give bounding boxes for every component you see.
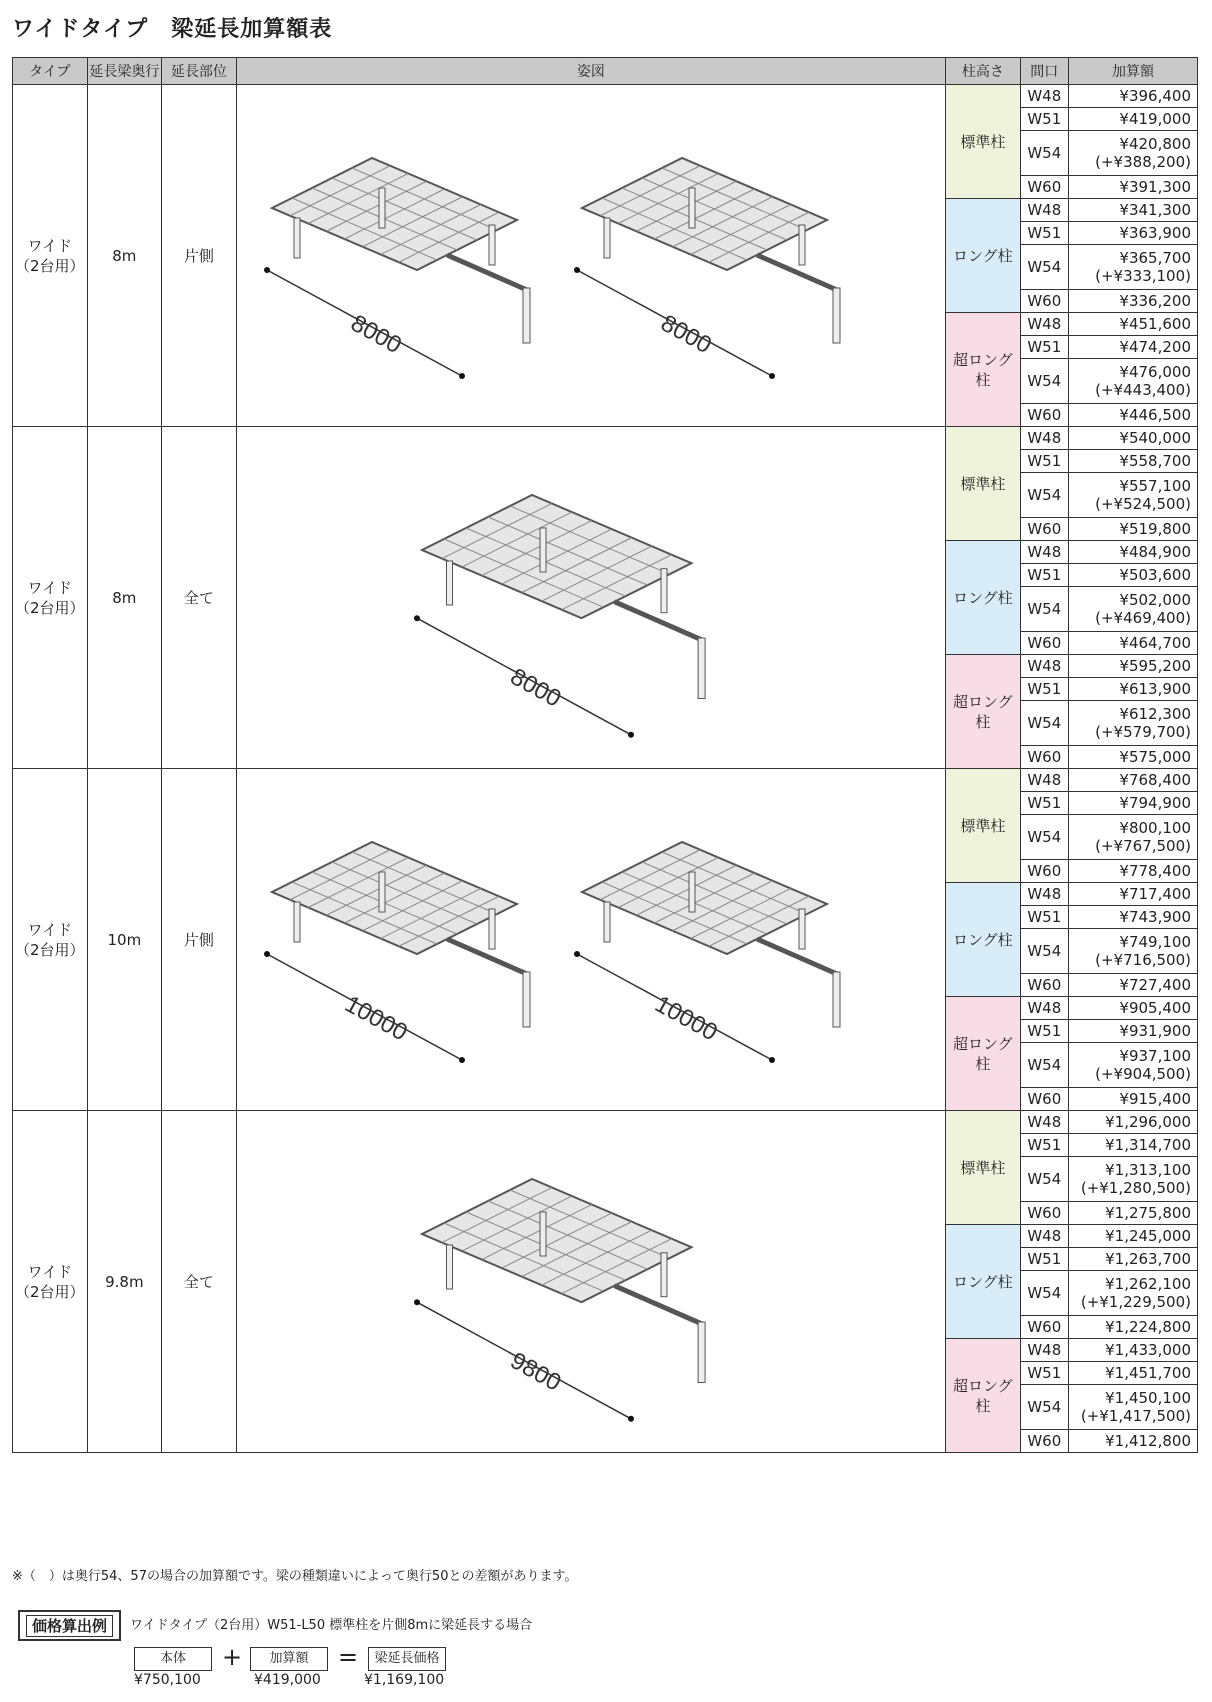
width-cell: W48 [1020,997,1068,1020]
header-part: 延長部位 [162,58,237,85]
width-cell: W60 [1020,518,1068,541]
price-cell: ¥717,400 [1068,883,1197,906]
price-cell: ¥519,800 [1068,518,1197,541]
width-cell: W60 [1020,1430,1068,1453]
width-cell: W54 [1020,929,1068,974]
length-cell: 8m [87,427,162,769]
price-cell: ¥1,263,700 [1068,1248,1197,1271]
width-cell: W60 [1020,176,1068,199]
dimension-label: 8000 [345,309,406,359]
pillar-height-cell: 超ロング 柱 [946,655,1021,769]
calc-add-value: ¥419,000 [254,1672,321,1688]
table-row [13,1111,1198,1134]
part-cell: 片側 [162,769,237,1111]
width-cell: W51 [1020,1134,1068,1157]
price-cell: ¥937,100 (+¥904,500) [1068,1043,1197,1088]
width-cell: W48 [1020,655,1068,678]
price-cell: ¥612,300 (+¥579,700) [1068,701,1197,746]
price-cell: ¥727,400 [1068,974,1197,997]
width-cell: W54 [1020,1157,1068,1202]
width-cell: W54 [1020,701,1068,746]
type-cell [13,85,88,427]
width-cell: W51 [1020,1020,1068,1043]
width-cell: W51 [1020,792,1068,815]
width-cell: W60 [1020,974,1068,997]
price-cell: ¥540,000 [1068,427,1197,450]
price-cell: ¥1,412,800 [1068,1430,1197,1453]
width-cell: W54 [1020,1385,1068,1430]
price-cell: ¥451,600 [1068,313,1197,336]
width-cell: W54 [1020,587,1068,632]
price-cell: ¥476,000 (+¥443,400) [1068,359,1197,404]
length-cell: 8m [87,85,162,427]
price-cell: ¥931,900 [1068,1020,1197,1043]
equals-sign: = [338,1643,359,1671]
width-cell: W48 [1020,883,1068,906]
figure-cell [236,1111,945,1453]
carport-figure [237,88,939,424]
width-cell: W51 [1020,1362,1068,1385]
width-cell: W51 [1020,450,1068,473]
header-type: タイプ [13,58,88,85]
calc-base-label: 本体 [134,1647,212,1671]
type-line-1: ワイド [27,1262,73,1281]
price-cell: ¥1,433,000 [1068,1339,1197,1362]
part-cell: 全て [162,427,237,769]
price-cell: ¥794,900 [1068,792,1197,815]
pillar-height-cell: 標準柱 [946,85,1021,199]
price-cell: ¥595,200 [1068,655,1197,678]
type-line-1: ワイド [27,236,73,255]
width-cell: W54 [1020,815,1068,860]
calc-add-label: 加算額 [250,1647,328,1671]
pillar-height-cell: 標準柱 [946,769,1021,883]
width-cell: W51 [1020,906,1068,929]
width-cell: W48 [1020,541,1068,564]
type-line-1: ワイド [27,578,73,597]
price-cell: ¥502,000 (+¥469,400) [1068,587,1197,632]
table-row [13,769,1198,792]
price-cell: ¥575,000 [1068,746,1197,769]
price-cell: ¥558,700 [1068,450,1197,473]
calc-base-value: ¥750,100 [134,1672,201,1688]
calc-total-label: 梁延長価格 [368,1647,446,1671]
price-cell: ¥391,300 [1068,176,1197,199]
figure-cell [236,769,945,1111]
calc-total-value: ¥1,169,100 [364,1672,445,1688]
pillar-height-cell: ロング柱 [946,883,1021,997]
width-cell: W60 [1020,746,1068,769]
pillar-height-cell: ロング柱 [946,541,1021,655]
width-cell: W51 [1020,1248,1068,1271]
width-cell: W48 [1020,1111,1068,1134]
width-cell: W60 [1020,1088,1068,1111]
length-cell: 9.8m [87,1111,162,1453]
width-cell: W54 [1020,1043,1068,1088]
price-table [12,57,1198,1453]
price-cell: ¥420,800 (+¥388,200) [1068,131,1197,176]
footnote: ※（ ）は奥行54、57の場合の加算額です。梁の種類違いによって奥行50との差額があります。 [12,1569,578,1584]
price-cell: ¥1,450,100 (+¥1,417,500) [1068,1385,1197,1430]
figure-cell [236,427,945,769]
width-cell: W60 [1020,290,1068,313]
price-cell: ¥905,400 [1068,997,1197,1020]
width-cell: W51 [1020,564,1068,587]
header-figure: 姿図 [236,58,945,85]
table-header-row [13,58,1198,85]
pillar-height-cell: ロング柱 [946,199,1021,313]
price-cell: ¥768,400 [1068,769,1197,792]
dimension-label: 9800 [505,1346,566,1397]
price-cell: ¥363,900 [1068,222,1197,245]
price-cell: ¥474,200 [1068,336,1197,359]
width-cell: W60 [1020,1316,1068,1339]
width-cell: W54 [1020,245,1068,290]
price-cell: ¥1,313,100 (+¥1,280,500) [1068,1157,1197,1202]
pillar-height-cell: 標準柱 [946,427,1021,541]
width-cell: W51 [1020,678,1068,701]
table-row [13,427,1198,450]
price-cell: ¥464,700 [1068,632,1197,655]
price-cell: ¥1,296,000 [1068,1111,1197,1134]
width-cell: W54 [1020,131,1068,176]
width-cell: W48 [1020,769,1068,792]
width-cell: W48 [1020,313,1068,336]
header-width: 間口 [1020,58,1068,85]
type-line-2: （2台用） [15,940,85,959]
width-cell: W51 [1020,222,1068,245]
part-cell: 全て [162,1111,237,1453]
header-length: 延長梁奥行 [87,58,162,85]
price-cell: ¥503,600 [1068,564,1197,587]
width-cell: W48 [1020,427,1068,450]
dimension-label: 8000 [655,309,716,359]
price-cell: ¥341,300 [1068,199,1197,222]
price-cell: ¥1,224,800 [1068,1316,1197,1339]
price-cell: ¥396,400 [1068,85,1197,108]
price-cell: ¥613,900 [1068,678,1197,701]
width-cell: W51 [1020,108,1068,131]
plus-sign: + [222,1643,243,1671]
price-cell: ¥446,500 [1068,404,1197,427]
part-cell: 片側 [162,85,237,427]
carport-figure [237,1114,939,1450]
dimension-label: 10000 [340,989,412,1046]
width-cell: W48 [1020,85,1068,108]
width-cell: W60 [1020,404,1068,427]
type-cell [13,769,88,1111]
price-cell: ¥557,100 (+¥524,500) [1068,473,1197,518]
example-label-box [18,1610,121,1641]
price-cell: ¥1,245,000 [1068,1225,1197,1248]
type-line-2: （2台用） [15,1282,85,1301]
price-cell: ¥365,700 (+¥333,100) [1068,245,1197,290]
price-cell: ¥743,900 [1068,906,1197,929]
type-line-2: （2台用） [15,256,85,275]
width-cell: W48 [1020,199,1068,222]
width-cell: W51 [1020,336,1068,359]
pillar-height-cell: ロング柱 [946,1225,1021,1339]
width-cell: W54 [1020,359,1068,404]
width-cell: W48 [1020,1225,1068,1248]
pillar-height-cell: 超ロング 柱 [946,1339,1021,1453]
type-cell [13,1111,88,1453]
carport-figure [237,430,939,766]
example-label: 価格算出例 [26,1615,113,1637]
figure-cell [236,85,945,427]
header-height: 柱高さ [946,58,1021,85]
price-cell: ¥749,100 (+¥716,500) [1068,929,1197,974]
price-cell: ¥1,314,700 [1068,1134,1197,1157]
price-cell: ¥1,275,800 [1068,1202,1197,1225]
dimension-label: 10000 [650,989,722,1046]
width-cell: W54 [1020,473,1068,518]
width-cell: W54 [1020,1271,1068,1316]
type-cell [13,427,88,769]
width-cell: W48 [1020,1339,1068,1362]
price-cell: ¥915,400 [1068,1088,1197,1111]
price-cell: ¥484,900 [1068,541,1197,564]
pillar-height-cell: 標準柱 [946,1111,1021,1225]
type-line-2: （2台用） [15,598,85,617]
carport-figure [237,772,939,1108]
pillar-height-cell: 超ロング 柱 [946,997,1021,1111]
length-cell: 10m [87,769,162,1111]
width-cell: W60 [1020,860,1068,883]
pillar-height-cell: 超ロング 柱 [946,313,1021,427]
dimension-label: 8000 [505,662,566,713]
header-price: 加算額 [1068,58,1197,85]
price-cell: ¥1,451,700 [1068,1362,1197,1385]
example-text: ワイドタイプ（2台用）W51-L50 標準柱を片側8mに梁延長する場合 [130,1618,533,1633]
price-cell: ¥336,200 [1068,290,1197,313]
price-cell: ¥419,000 [1068,108,1197,131]
width-cell: W60 [1020,632,1068,655]
type-line-1: ワイド [27,920,73,939]
price-cell: ¥778,400 [1068,860,1197,883]
price-cell: ¥1,262,100 (+¥1,229,500) [1068,1271,1197,1316]
table-row [13,85,1198,108]
page-title: ワイドタイプ 梁延長加算額表 [12,17,333,42]
price-cell: ¥800,100 (+¥767,500) [1068,815,1197,860]
width-cell: W60 [1020,1202,1068,1225]
